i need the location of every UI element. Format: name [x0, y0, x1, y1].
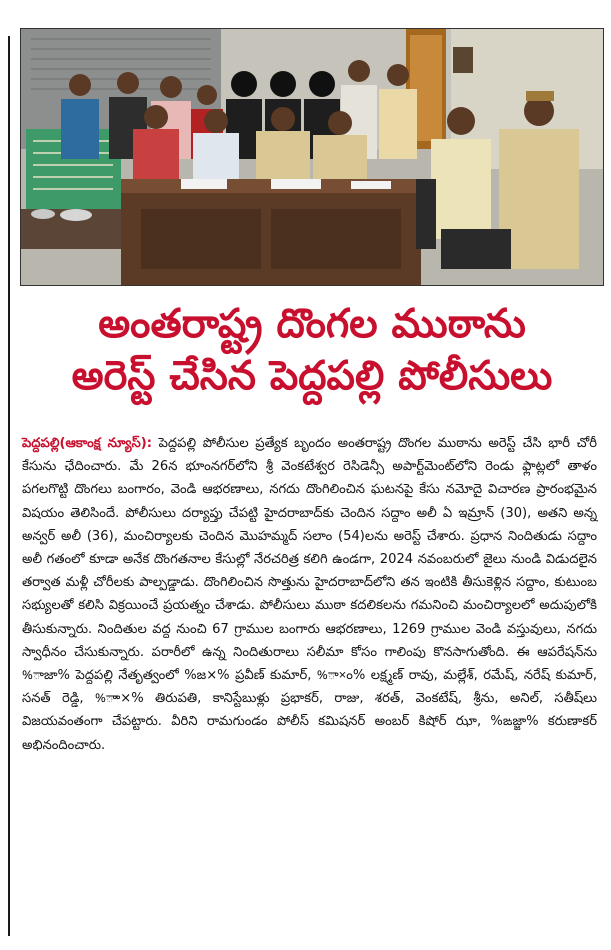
column-rule	[8, 36, 10, 936]
article-body	[22, 432, 597, 757]
article-text: పెద్దపల్లి పోలీసుల ప్రత్యేక బృందం అంతరాష్ట్ర దొంగల ముఠాను అరెస్ట్ చేసి భారీ చోరీ కేసును ఛేదించారు. మే 26న భూంనగర్‌లోని శ్రీ వెంకటేశ్వర రెసిడెన్సీ అపార్ట్‌మెంట్‌లోని రెండు ఫ్లాట్లలో తాళం పగలగొట్టి దొంగలు బంగారం, వెండి ఆభరణాలు, నగదు దొంగిలించిన ఘటనపై కేసు నమోదై విచారణ ప్రారంభమైన విషయం తెలిసిందే. పోలీసులు దర్యాప్తు చేపట్టి హైదరాబాద్‌కు చెందిన సద్దాం అలీ ఏ ఇమ్రాన్ (30), అతని అన్న అన్వర్ అలీ (36), మంచిర్యాలకు చెందిన మొహమ్మద్ సలాం (54)లను అరెస్ట్ చేశారు. ప్రధాన నిందితుడు సద్దాం అలీ గతంలో కూడా అనేక దొంగతనాల కేసుల్లో నేరచరిత్ర కలిగి ఉండగా, 2024 నవంబరులో జైలు నుండి విడుదలైన తర్వాత మళ్లీ చోరీలకు పాల్పడ్డాడు. దొంగిలించిన సొత్తును హైదరాబాద్‌లోని తన ఇంటికి తీసుకెళ్లిన సద్దాం, కుటుంబ సభ్యులతో కలిసి విక్రయించే ప్రయత్నం చేశాడు. పోలీసులు ముఠా కదలికలను గమనించి మంచిర్యాలలో అదుపులోకి తీసుకున్నారు. నిందితుల వద్ద నుంచి 67 గ్రాముల బంగారు ఆభరణాలు, 1269 గ్రాముల వెండి వస్తువులు, నగదు స్వాధీనం చేసుకున్నారు. పరారీలో ఉన్న నిందితురాలు సలీమా కోసం గాలింపు కొనసాగుతోంది. ఈ ఆపరేషన్‌ను %ాజా% పెద్దపల్లి నేతృత్వంలో %జ×% ప్రవీణ్ కుమార్, %ా×ం% లక్ష్మణ్ రావు, మల్లేశ్, రమేష్, నరేష్ కుమార్, సనత్ రెడ్డి, %ాా×% తిరుపతి, కానిస్టేబుళ్లు ప్రభాకర్, రాజు, శరత్, వెంకటేష్, శ్రీను, అనిల్, సతీష్‌లు విజయవంతంగా చేపట్టారు. వీరిని రామగుండం పోలీస్ కమిషనర్ అంబర్ కిషోర్ ఝా, %ఙజ్జా% కరుణాకర్ అభినందించారు.	[22, 436, 597, 753]
news-photo	[20, 28, 604, 286]
dateline: పెద్దపల్లి(ఆకాంక్ష న్యూస్):	[22, 436, 152, 451]
photo-illustration	[21, 29, 603, 285]
headline	[22, 298, 602, 402]
headline-line-1: అంతరాష్ట్ర దొంగల ముఠాను	[98, 301, 526, 347]
headline-line-2: అరెస్ట్ చేసిన పెద్దపల్లి పోలీసులు	[71, 353, 553, 399]
